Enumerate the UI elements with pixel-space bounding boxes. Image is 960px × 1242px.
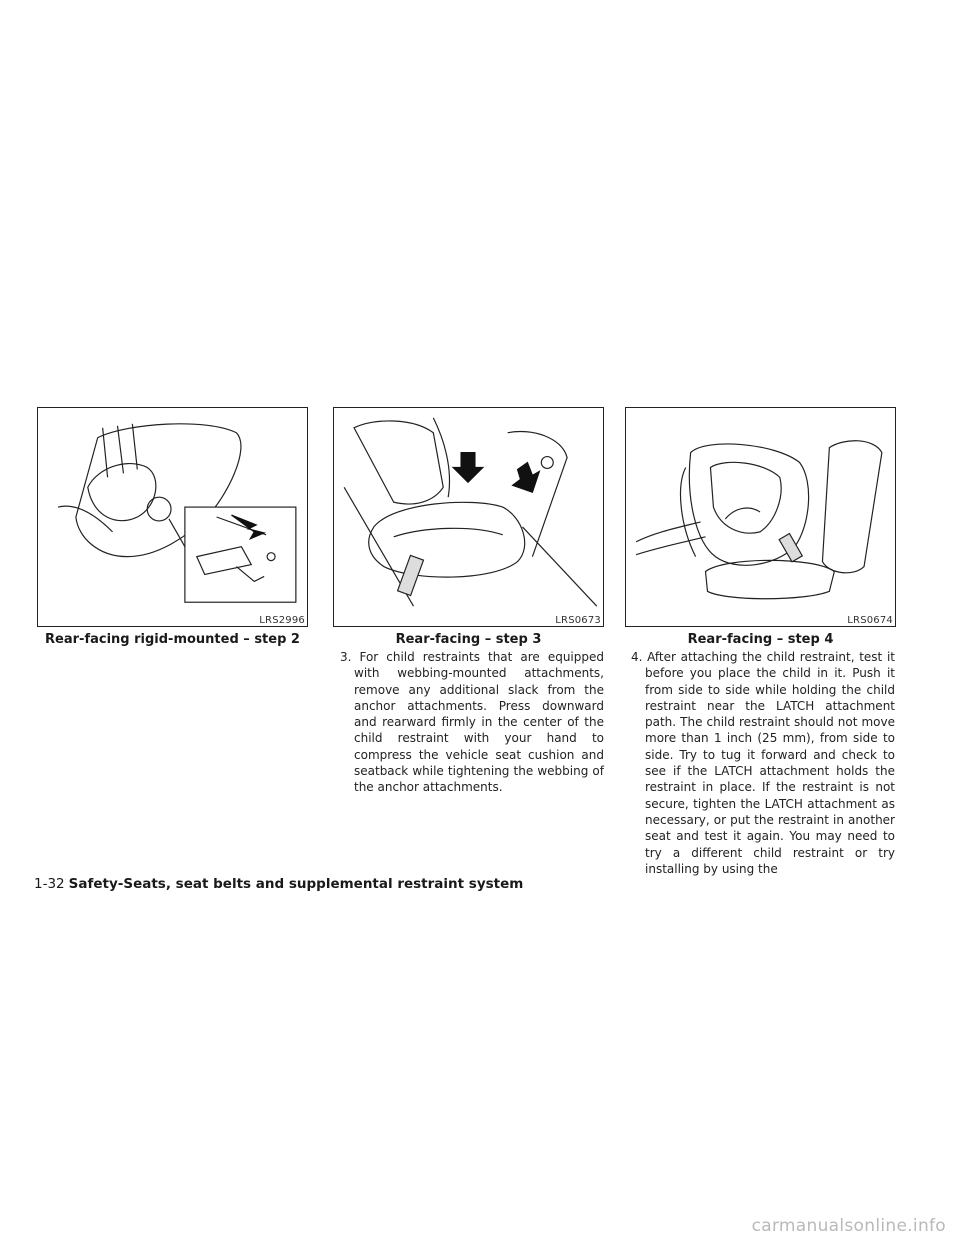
rigid-mount-diagram-icon [38, 408, 307, 626]
figure-rigid-mounted-step2 [37, 407, 308, 627]
step-3-paragraph: 3. For child restraints that are equipped with webbing-mounted attachments, remove any additional slack from the anchor attachments. Press downward and rearward firmly in the center of the child restraint with your hand to compress the vehicle seat cushion and seatback while tightening the webbing of the anchor attachments. [340, 650, 604, 795]
figure-code: LRS0673 [555, 615, 601, 626]
page-footer [34, 876, 523, 892]
figure-code: LRS2996 [259, 615, 305, 626]
caption-rigid-mounted-step2: Rear-facing rigid-mounted – step 2 [45, 632, 300, 647]
page-number: 1-32 [34, 876, 65, 892]
figure-rear-facing-step3 [333, 407, 604, 627]
step-4-paragraph: 4. After attaching the child restraint, test it before you place the child in it. Push it from side to side while holding the child restraint near the LATCH attachment path. The child restraint should not move more than 1 inch (25 mm), from side to side. Try to tug it forward and check to see if the LATCH attachment holds the restraint in place. If the restraint is not secure, tighten the LATCH attachment as necessary, or put the restraint in another seat and test it again. You may need to try a different child restraint or try installing by using the [631, 650, 895, 876]
step-3-text [340, 649, 604, 796]
press-down-diagram-icon [334, 408, 603, 626]
section-title: Safety-Seats, seat belts and supplemental restraint system [68, 876, 524, 892]
watermark: carmanualsonline.info [751, 1216, 946, 1236]
step-4-text [631, 649, 895, 877]
caption-rear-facing-step4: Rear-facing – step 4 [687, 632, 834, 647]
figure-code: LRS0674 [847, 615, 893, 626]
figure-rear-facing-step4 [625, 407, 896, 627]
caption-rear-facing-step3: Rear-facing – step 3 [395, 632, 542, 647]
test-restraint-diagram-icon [626, 408, 895, 626]
